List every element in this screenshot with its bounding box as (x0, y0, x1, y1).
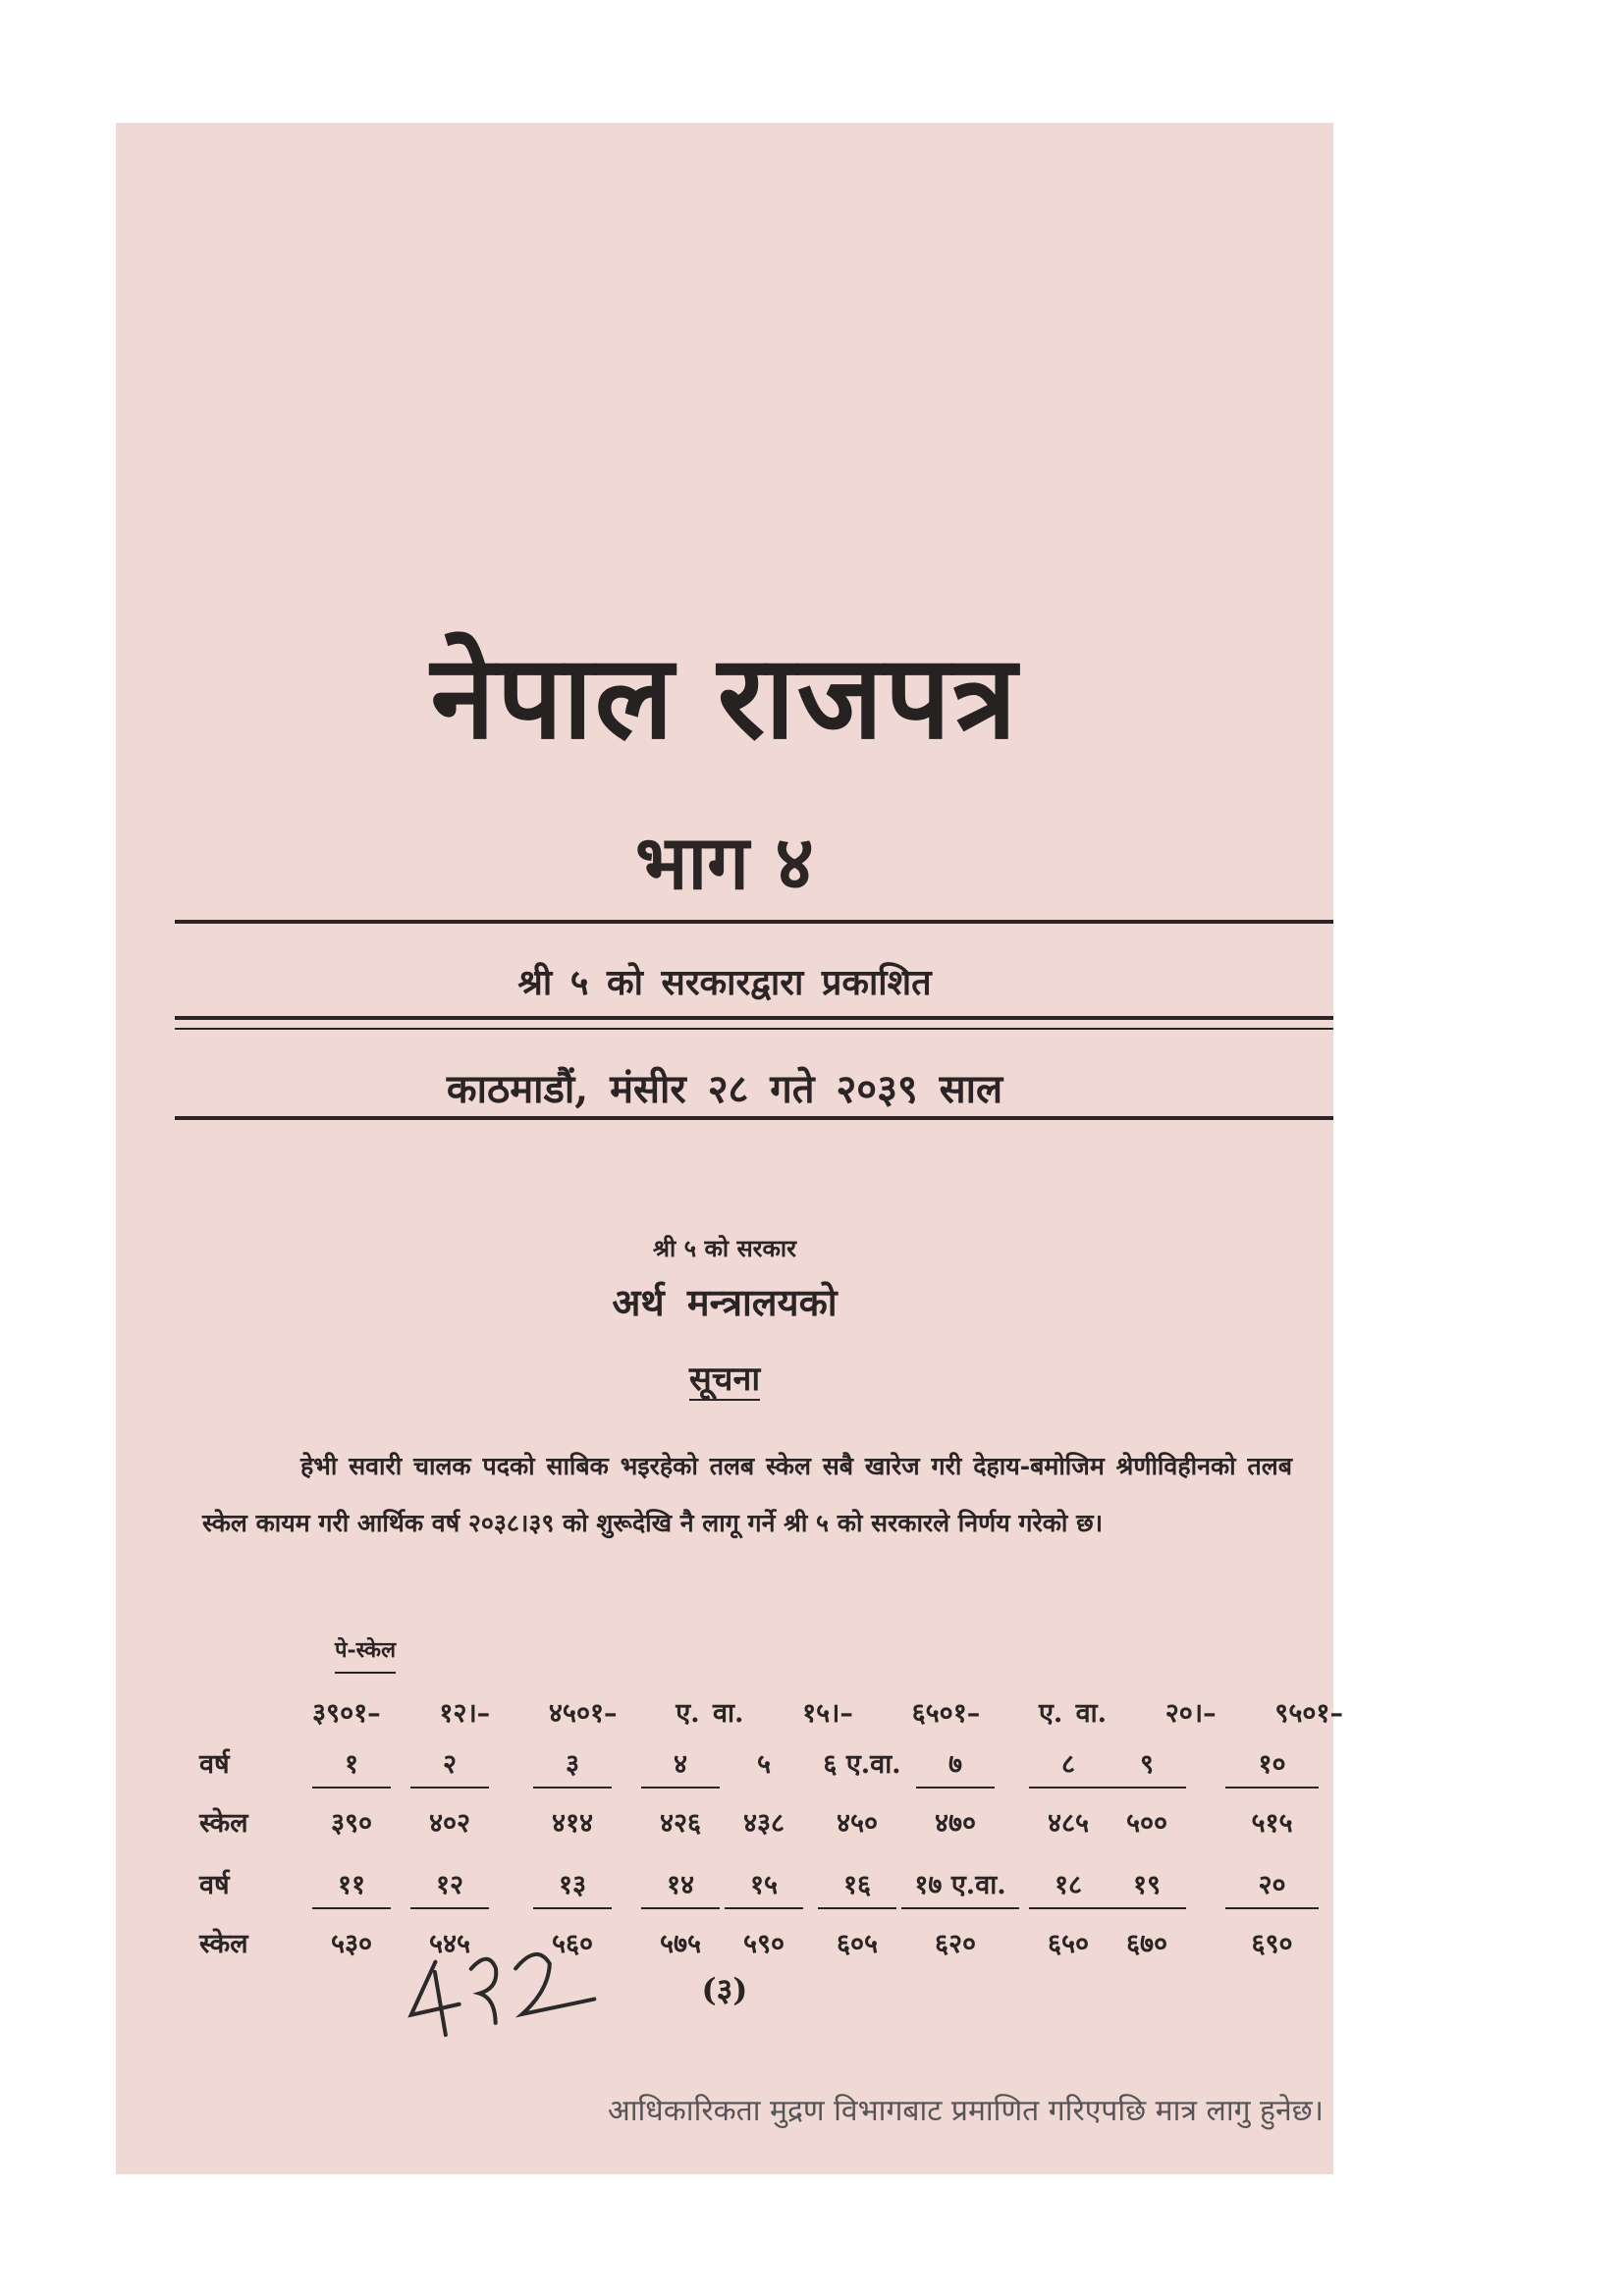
payscale-header-item: ए. वा. (1038, 1698, 1108, 1729)
year-cell: १६ (818, 1865, 896, 1909)
divider (175, 1016, 1333, 1020)
year-cell: ५ (756, 1749, 772, 1780)
year-cell: ११ (312, 1865, 391, 1909)
year-cell: १५ (725, 1865, 803, 1909)
row-label-scale: स्केल (199, 1929, 248, 1959)
year-cell: १० (1225, 1744, 1319, 1789)
year-cell: ९ (1108, 1744, 1186, 1789)
scale-cell: ४१४ (551, 1808, 594, 1839)
scale-cell: ६०५ (836, 1929, 879, 1959)
year-cell: १४ (641, 1865, 720, 1909)
row-label-year: वर्ष (199, 1749, 230, 1780)
gazette-part: भाग ४ (635, 819, 814, 906)
authority: श्री ५ को सरकार (653, 1234, 796, 1262)
scale-cell: ४२६ (659, 1808, 702, 1839)
year-cell: ३ (533, 1744, 612, 1789)
scale-cell: ४७० (934, 1808, 977, 1839)
scale-cell: ३९० (330, 1808, 373, 1839)
scale-cell: ५७५ (659, 1929, 702, 1959)
years-row-1 (312, 1744, 1343, 1784)
year-cell: ८ (1029, 1744, 1108, 1789)
notice-body: हेभी सवारी चालक पदको साबिक भइरहेको तलब स्केल सबै खारेज गरी देहाय-बमोजिम श्रेणीविहीनको तलब स्केल कायम गरी आर्थिक वर्ष २०३८।३९ को शुरूदेखि नै लागू गर्ने श्री ५ को सरकारले निर्णय गरेको छ। (202, 1452, 1292, 1537)
year-cell: २० (1225, 1865, 1319, 1909)
payscale-header-item: ३९०१– (312, 1698, 381, 1729)
year-cell: १२ (410, 1865, 489, 1909)
scale-cell: ६५० (1047, 1929, 1090, 1959)
payscale-header-item: २०।– (1164, 1698, 1217, 1729)
scale-cell: ४५० (836, 1808, 879, 1839)
year-cell: १७ ए.वा. (901, 1865, 1019, 1909)
payscale-header-item: १५।– (802, 1698, 853, 1729)
divider (175, 1116, 1333, 1120)
notice-title (116, 1355, 1333, 1400)
scale-cell: ४८५ (1047, 1808, 1090, 1839)
ministry-name: अर्थ मन्त्रालयको (612, 1280, 838, 1324)
payscale-header-item: ९५०१– (1274, 1698, 1343, 1729)
notice-title-text: सूचना (688, 1360, 761, 1399)
payscale-label: पे-स्केल (335, 1634, 396, 1674)
dateline: काठमाडौं, मंसीर २८ गते २०३९ साल (446, 1066, 1003, 1112)
year-cell: ६ ए.वा. (823, 1749, 901, 1780)
scale-cell: ६९० (1251, 1929, 1293, 1959)
scale-cell: ४०२ (428, 1808, 471, 1839)
scale-cell: ४३८ (742, 1808, 785, 1839)
payscale-header-item: ६५०१– (911, 1698, 981, 1729)
scale-cell: ५४५ (428, 1929, 471, 1959)
years-row-2 (312, 1865, 1343, 1904)
year-cell: १३ (533, 1865, 612, 1909)
payscale-header-item: ए. वा. (676, 1698, 744, 1729)
payscale-header (312, 1693, 1343, 1730)
scale-cell: ५९० (742, 1929, 785, 1959)
year-cell: २ (410, 1744, 489, 1789)
scale-cell: ६७० (1125, 1929, 1168, 1959)
payscale-header-item: ४५०१– (548, 1698, 618, 1729)
page-number: (३) (701, 1971, 748, 2008)
year-cell: ७ (916, 1744, 995, 1789)
scale-cell: ५०० (1125, 1808, 1168, 1839)
year-cell: १८ (1029, 1865, 1108, 1909)
scale-cell: ५६० (551, 1929, 594, 1959)
row-label-year: वर्ष (199, 1870, 230, 1900)
publisher-line: श्री ५ को सरकारद्वारा प्रकाशित (517, 962, 932, 1003)
year-cell: ४ (641, 1744, 720, 1789)
divider (175, 920, 1333, 924)
year-cell: १९ (1108, 1865, 1186, 1909)
divider (175, 1028, 1333, 1030)
footer-note: आधिकारिकता मुद्रण विभागबाट प्रमाणित गरिएपछि मात्र लागु हुनेछ। (607, 2094, 1324, 2128)
scale-cell: ५३० (330, 1929, 373, 1959)
row-label-scale: स्केल (199, 1808, 248, 1839)
payscale-header-item: १२।– (439, 1698, 491, 1729)
scale-cell: ५१५ (1251, 1808, 1293, 1839)
scales-row-1 (312, 1803, 1343, 1842)
year-cell: १ (312, 1744, 391, 1789)
gazette-page (116, 123, 1343, 2174)
scale-cell: ६२० (934, 1929, 977, 1959)
gazette-title: नेपाल राजपत्र (430, 629, 1019, 765)
